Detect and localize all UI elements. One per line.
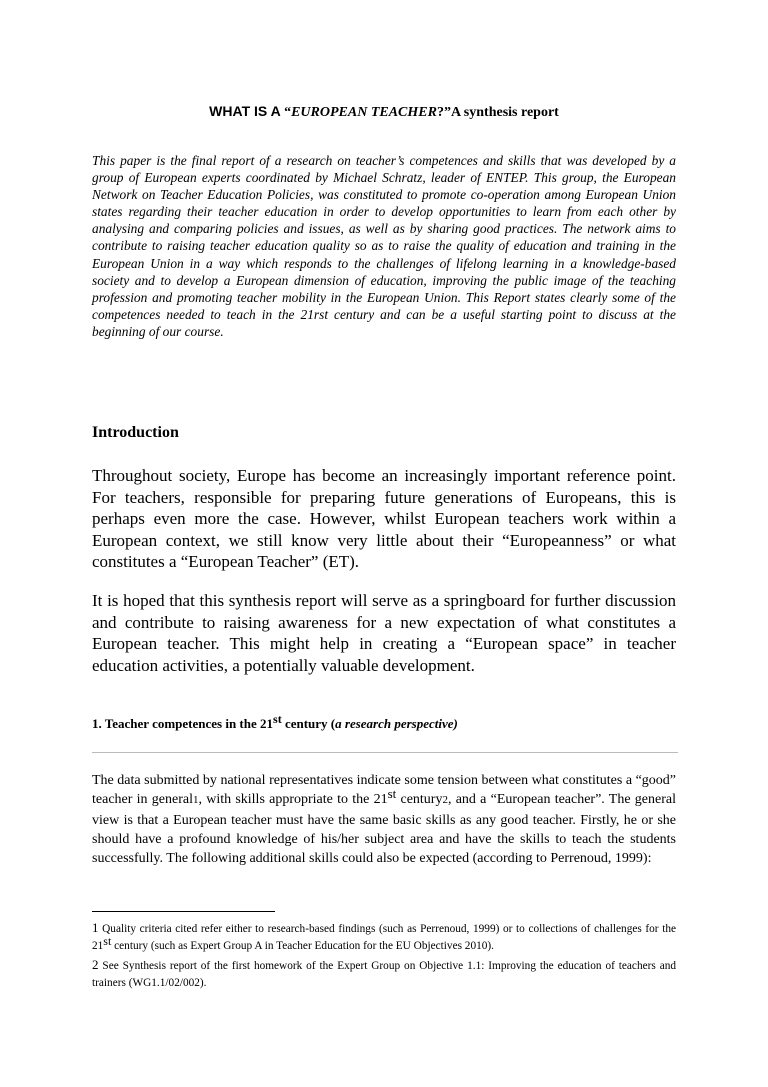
title-suffix: A synthesis report <box>450 105 559 121</box>
page-title <box>92 103 676 121</box>
section-1-heading-mid: century ( <box>281 716 336 731</box>
section-1-heading <box>92 712 458 732</box>
intro-paragraph-1: Throughout society, Europe has become an increasingly important reference point. For teachers, responsible for preparing future generations of Europeans, this is perhaps even more the case. However, whilst European teachers work within a European context, we still know very little about their “Europeanness” or what constitutes a “European Teacher” (ET). <box>92 466 676 572</box>
footnote-ref-2: 2 <box>442 794 448 807</box>
title-open-quote: “ <box>284 105 292 121</box>
title-close-part: ?” <box>436 105 451 121</box>
footnote-1-sup: st <box>103 934 112 948</box>
title-prefix: WHAT IS A <box>209 103 285 120</box>
introduction-heading: Introduction <box>92 424 179 441</box>
section-1-body-sup: st <box>387 786 397 802</box>
footnote-1-part1: Quality criteria cited refer either to research-based findings (such as Perrenoud, 1999) or to collections of challenges for the 21 <box>92 923 676 952</box>
footnote-2-text: See Synthesis report of the first homework of the Expert Group on Objective 1.1: Improving the education of teachers and trainers (WG1.1/02/002). <box>92 960 676 989</box>
footnote-2 <box>92 956 676 992</box>
section-1-body <box>92 771 676 868</box>
section-divider <box>92 752 678 753</box>
section-1-heading-pre: 1. Teacher competences in the 21 <box>92 716 274 731</box>
section-1-body-part3: century <box>396 792 443 808</box>
footnote-2-mark: 2 <box>92 957 99 972</box>
footnote-separator <box>92 911 275 912</box>
section-1-body-part2: , with skills appropriate to the 21 <box>198 792 388 808</box>
footnote-1-part2: century (such as Expert Group A in Teacher Education for the EU Objectives 2010). <box>111 940 494 952</box>
footnote-ref-1: 1 <box>192 794 199 807</box>
section-1-body-part1: The data submitted by national representatives indicate some tension between what constitutes a “good” teacher in general <box>92 773 676 808</box>
footnote-1-mark: 1 <box>92 920 99 935</box>
intro-paragraph-2: It is hoped that this synthesis report will serve as a springboard for further discussion and contribute to raising awareness for a new expectation of what constitutes a European teacher. This might help in creating a “European space” in teacher education activities, a potentially valuable development. <box>92 591 676 675</box>
section-1-body-part4: , and a “European teacher”. The general view is that a European teacher must have the same basic skills as any good teacher. Firstly, he or she should have a profound knowledge of his/her subject area and have the skills to teach the students successfully. The following additional skills could also be expected (according to Perrenoud, 1999): <box>92 792 676 867</box>
footnote-1 <box>92 919 676 955</box>
section-1-heading-italic: a research perspective) <box>335 716 458 731</box>
title-italic-part: EUROPEAN TEACHER <box>291 105 437 121</box>
section-1-heading-sup: st <box>273 712 282 726</box>
abstract-paragraph: This paper is the final report of a research on teacher’s competences and skills that was developed by a group of European experts coordinated by Michael Schratz, leader of ENTEP. This group, the European Network on Teacher Education Policies, was constituted to promote co-operation among European Union states regarding their teacher education in order to develop opportunities to learn from each other by analysing and comparing policies and issues, as well as by sharing good practices. The network aims to contribute to raising teacher education quality so as to raise the quality of education and training in the European Union in a way which responds to the challenges of lifelong learning in a knowledge-based society and to develop a European dimension of education, improving the public image of the teaching profession and promoting teacher mobility in the European Union. This Report states clearly some of the competences needed to teach in the 21rst century and can be a useful starting point to discuss at the beginning of our course. <box>92 153 676 339</box>
